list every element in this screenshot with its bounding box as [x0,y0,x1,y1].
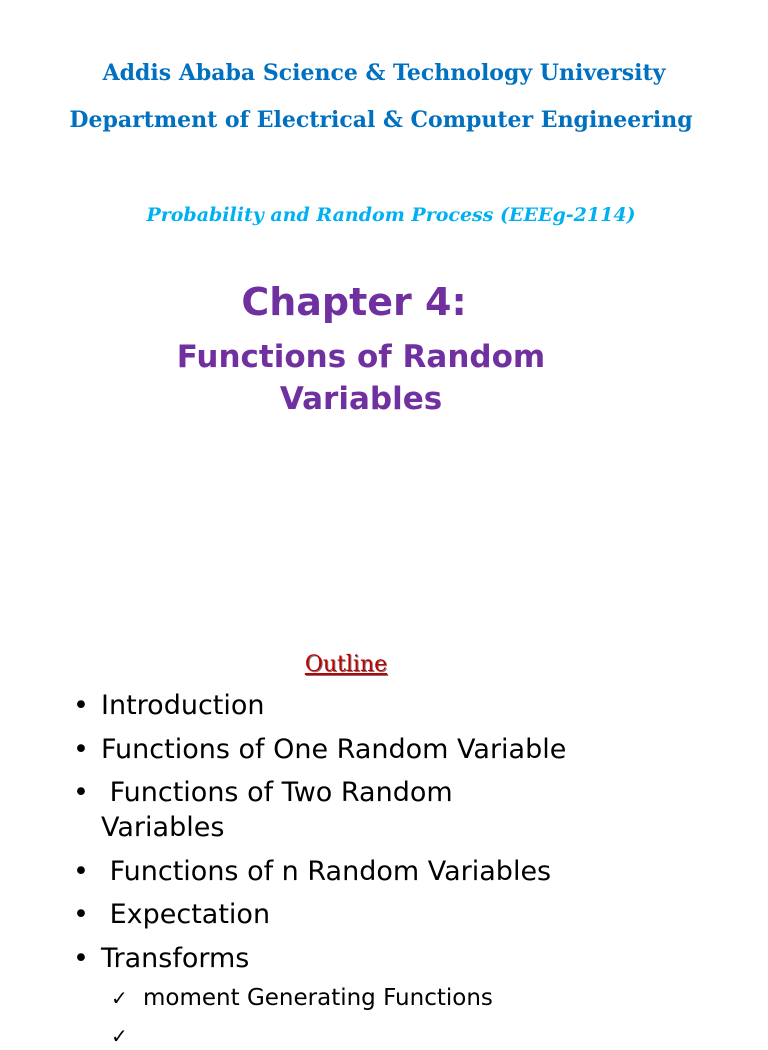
bullet-icon: • [73,777,89,808]
outline-item-expectation [73,897,713,932]
university-name: Addis Ababa Science & Technology University [102,60,666,86]
checkmark-icon: ✓ [111,1024,128,1048]
sub-item-text: moment Generating Functions [143,985,493,1011]
department-name: Department of Electrical & Computer Engineering [69,107,693,133]
outline-item-text: Functions of Two Random [101,777,453,808]
outline-item-text: Functions of n Random Variables [101,855,552,887]
bullet-icon: • [73,942,89,974]
outline-item-transforms [73,941,713,976]
chapter-subtitle-line-2: Variables [279,381,443,417]
outline-sub-list [73,984,713,1048]
bullet-icon: • [73,855,89,887]
outline-item-text: Expectation [101,899,271,930]
outline-heading: Outline [304,652,388,677]
course-title: Probability and Random Process (EEEg-2114) [146,204,636,226]
outline-item-text-continued: Variables [101,812,225,843]
bullet-icon: • [73,733,89,765]
outline-item-introduction [73,688,713,723]
sub-item-mgf [73,984,713,1012]
outline-item-text: Introduction [101,690,265,721]
outline-item-one-rv [73,732,713,767]
outline-item-two-rv [73,775,713,845]
outline-item-text: Transforms [101,942,250,974]
bullet-icon: • [73,690,89,721]
outline-list [73,688,713,984]
outline-item-text: Functions of One Random Variable [101,733,567,765]
bullet-icon: • [73,899,89,930]
checkmark-icon: ✓ [111,986,128,1010]
chapter-heading: Chapter 4: [241,280,467,324]
outline-item-n-rv [73,854,713,889]
chapter-subtitle-line-1: Functions of Random [176,339,546,375]
chapter-subtitle [0,336,722,420]
